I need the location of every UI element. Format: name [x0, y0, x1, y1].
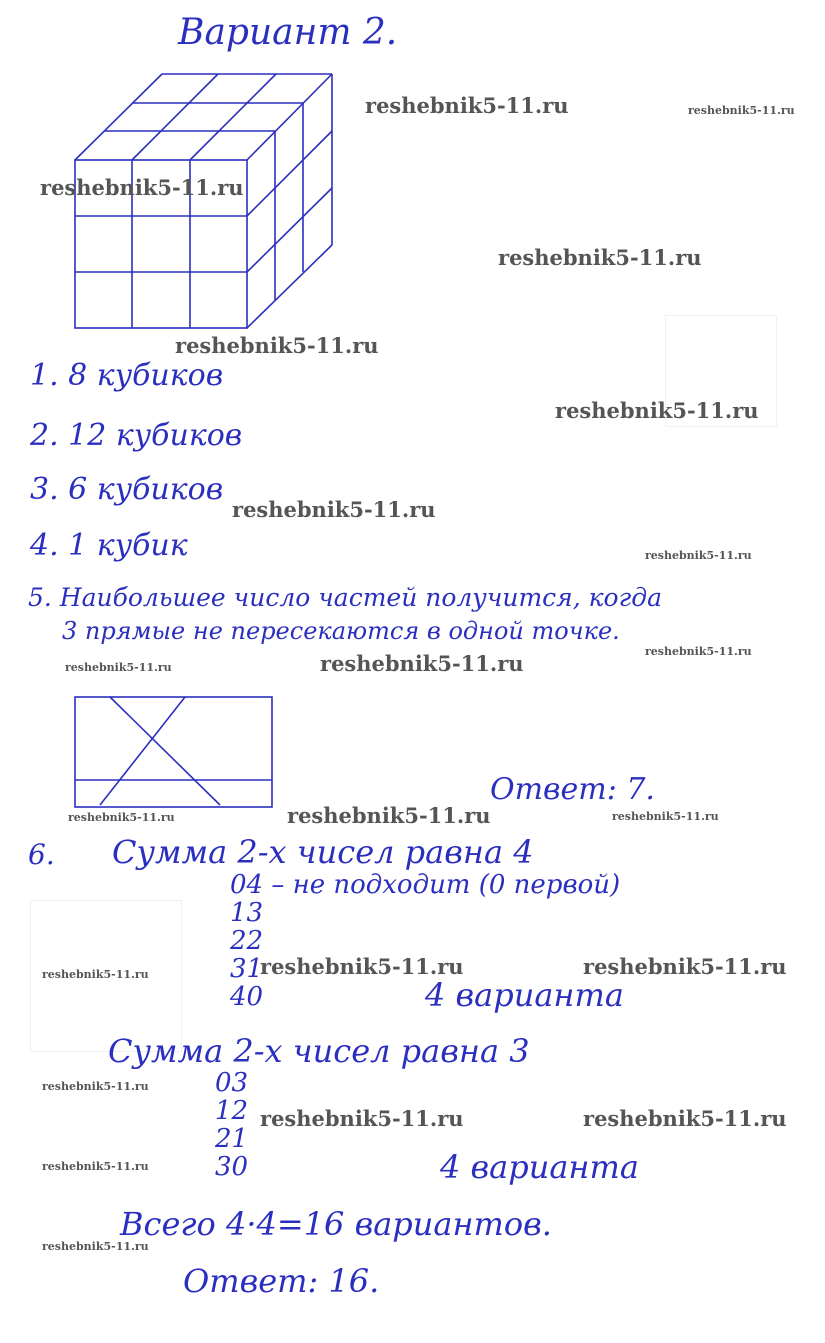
total-line: Всего 4·4=16 вариантов. [120, 1205, 552, 1243]
watermark: reshebnik5-11.ru [555, 398, 759, 423]
lines-drawing [75, 697, 272, 807]
watermark: reshebnik5-11.ru [42, 1240, 149, 1253]
sum4-row: 13 [230, 898, 264, 928]
watermark: reshebnik5-11.ru [498, 245, 702, 270]
sum3-row: 12 [215, 1096, 249, 1126]
final-answer: Ответ: 16. [183, 1262, 380, 1300]
answer-3: 3. 6 кубиков [30, 472, 224, 507]
sum4-row: 40 [230, 982, 264, 1012]
watermark: reshebnik5-11.ru [42, 1160, 149, 1173]
sum4-row: 22 [230, 926, 264, 956]
answer-5-line-2: 3 прямые не пересекаются в одной точке. [62, 617, 620, 645]
sum4-row: 31 [230, 954, 264, 984]
watermark: reshebnik5-11.ru [175, 333, 379, 358]
watermark: reshebnik5-11.ru [65, 661, 172, 674]
watermark: reshebnik5-11.ru [260, 1106, 464, 1131]
watermark: reshebnik5-11.ru [260, 954, 464, 979]
watermark: reshebnik5-11.ru [612, 810, 719, 823]
sum4-row: 04 – не подходит (0 первой) [230, 870, 621, 900]
answer-4: 4. 1 кубик [30, 528, 188, 563]
sum4-result: 4 варианта [425, 976, 624, 1014]
watermark: reshebnik5-11.ru [68, 811, 175, 824]
watermark: reshebnik5-11.ru [287, 803, 491, 828]
watermark: reshebnik5-11.ru [42, 968, 149, 981]
answer-1: 1. 8 кубиков [30, 358, 224, 393]
sum3-row: 03 [215, 1068, 249, 1098]
page-title: Вариант 2. [178, 12, 398, 53]
sum4-title: Сумма 2-х чисел равна 4 [112, 833, 534, 871]
watermark: reshebnik5-11.ru [645, 549, 752, 562]
sum3-row: 30 [215, 1152, 249, 1182]
sum3-title: Сумма 2-х чисел равна 3 [108, 1032, 530, 1070]
watermark: reshebnik5-11.ru [40, 175, 244, 200]
answer-6-label: 6. [28, 838, 55, 871]
watermark: reshebnik5-11.ru [583, 954, 787, 979]
watermark: reshebnik5-11.ru [320, 651, 524, 676]
sum3-row: 21 [215, 1124, 249, 1154]
watermark: reshebnik5-11.ru [583, 1106, 787, 1131]
watermark: reshebnik5-11.ru [645, 645, 752, 658]
watermark: reshebnik5-11.ru [365, 93, 569, 118]
watermark: reshebnik5-11.ru [688, 104, 795, 117]
watermark: reshebnik5-11.ru [42, 1080, 149, 1093]
sum3-result: 4 варианта [440, 1148, 639, 1186]
watermark: reshebnik5-11.ru [232, 497, 436, 522]
answer-2: 2. 12 кубиков [30, 418, 243, 453]
answer-5-result: Ответ: 7. [490, 772, 655, 807]
answer-5-line-1: 5. Наибольшее число частей получится, когда [28, 583, 662, 612]
